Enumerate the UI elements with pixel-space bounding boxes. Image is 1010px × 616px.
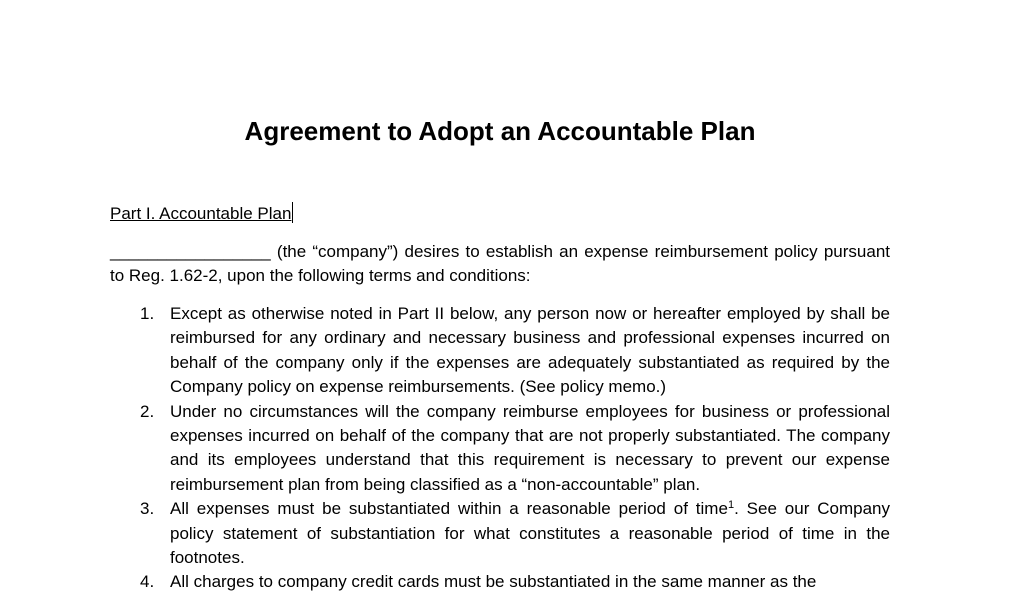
footnote-reference[interactable]: 1: [727, 499, 735, 512]
text-cursor: [292, 202, 293, 223]
list-item-number: 3.: [140, 499, 155, 519]
list-item-text: Under no circumstances will the company reimburse employees for business or professional expenses incurred on behalf of the company that are not properly substantiated. The company and its employees understand that this requirement is necessary to prevent our expense reimbursement plan from being classified as a “non-accountable” plan.: [170, 401, 890, 494]
terms-list: [110, 302, 890, 595]
list-item-text-after: . See our Company policy statement of substantiation for what constitutes a reasonable period of time in the footnotes.: [170, 499, 890, 568]
list-item-text-before: All expenses must be substantiated within a reasonable period of time: [170, 499, 728, 519]
list-item-text: All charges to company credit cards must be substantiated in the same manner as the: [170, 572, 817, 592]
list-item-text: Except as otherwise noted in Part II below, any person now or hereafter employed by shall be reimbursed for any ordinary and necessary business and professional expenses incurred on behalf of the company only if the expenses are adequately substantiated as required by the Company policy on expense reimbursements. (See policy memo.): [170, 304, 890, 397]
list-item: [110, 400, 890, 498]
intro-paragraph: _________________ (the “company”) desires to establish an expense reimbursement policy pursuant to Reg. 1.62-2, upon the following terms and conditions:: [110, 242, 890, 285]
list-item-number: 1.: [140, 304, 155, 323]
list-item: [110, 497, 890, 570]
document-title: Agreement to Adopt an Accountable Plan: [244, 116, 756, 146]
list-item-number: 2.: [140, 401, 155, 421]
list-item: [110, 570, 890, 594]
part-heading[interactable]: [110, 202, 293, 226]
list-item-number: 4.: [140, 572, 155, 592]
list-item: [110, 302, 890, 400]
part-heading-text: Part I. Accountable Plan: [110, 204, 292, 223]
